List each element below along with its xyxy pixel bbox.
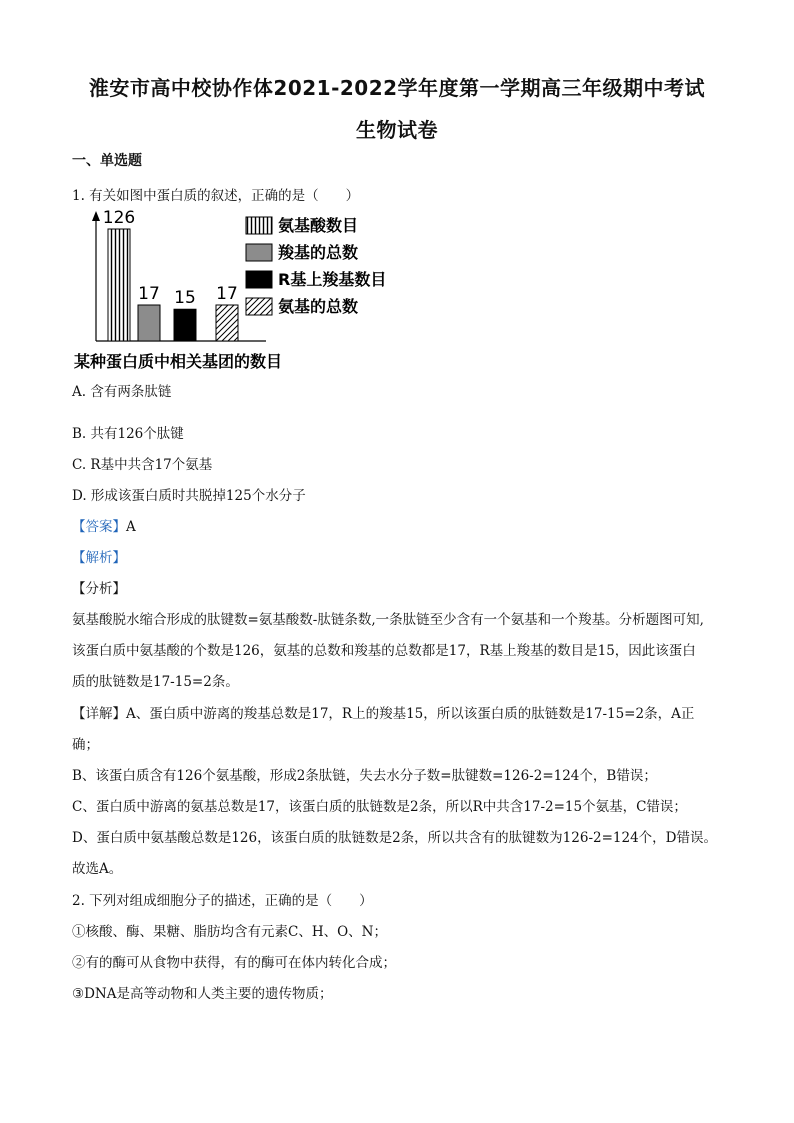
- bar-1: [108, 229, 130, 341]
- bar-label-4: 17: [216, 284, 238, 304]
- legend-swatch-3: [246, 271, 272, 288]
- question-2-stem: 2. 下列对组成细胞分子的描述，正确的是（ ）: [72, 893, 373, 909]
- bar-label-3: 15: [174, 288, 196, 309]
- section-heading: 一、单选题: [72, 153, 142, 169]
- bar-4: [216, 305, 238, 341]
- answer-tag: 【答案】: [72, 519, 126, 535]
- legend-swatch-2: [246, 244, 272, 261]
- fenxi-line-1: 氨基酸脱水缩合形成的肽键数=氨基酸数-肽链条数,一条肽链至少含有一个氨基和一个羧基。分析题图可知,: [72, 612, 704, 628]
- detail-line-3: B、该蛋白质含有126个氨基酸，形成2条肽链，失去水分子数=肽键数=126-2=124个，B错误；: [72, 768, 657, 784]
- option-a: A. 含有两条肽链: [72, 384, 172, 400]
- option-b: B. 共有126个肽键: [72, 426, 184, 442]
- protein-group-bar-chart: [70, 205, 430, 373]
- bar-3: [174, 309, 196, 341]
- detail-line-5: D、蛋白质中氨基酸总数是126，该蛋白质的肽链数是2条，所以共含有的肽键数为126-2=124个，D错误。: [72, 830, 717, 846]
- q2-item-3: ③DNA是高等动物和人类主要的遗传物质；: [72, 986, 333, 1002]
- exam-title: 淮安市高中校协作体2021-2022学年度第一学期高三年级期中考试: [88, 76, 706, 100]
- legend-label-4: 氨基的总数: [278, 297, 359, 316]
- fenxi-tag: 【分析】: [72, 581, 126, 597]
- option-d: D. 形成该蛋白质时共脱掉125个水分子: [72, 488, 306, 504]
- y-axis-arrow-icon: [92, 211, 100, 221]
- question-1-stem: 1. 有关如图中蛋白质的叙述，正确的是（ ）: [72, 188, 360, 204]
- exam-subtitle: 生物试卷: [356, 118, 438, 142]
- detail-tag: 【详解】: [72, 706, 126, 722]
- bar-label-1: 126: [102, 208, 136, 228]
- detail-text-1: A、蛋白质中游离的羧基总数是17，R上的羧基15，所以该蛋白质的肽链数是17-15=2条，A正: [126, 706, 695, 722]
- fenxi-line-2: 该蛋白质中氨基酸的个数是126，氨基的总数和羧基的总数都是17，R基上羧基的数目是15，因此该蛋白: [72, 643, 696, 659]
- q2-item-1: ①核酸、酶、果糖、脂肪均含有元素C、H、O、N；: [72, 924, 387, 940]
- detail-line-2: 确；: [72, 737, 99, 753]
- fenxi-line-3: 质的肽链数是17-15=2条。: [72, 674, 239, 690]
- detail-line-6: 故选A。: [72, 861, 123, 877]
- legend-label-2: 羧基的总数: [278, 243, 359, 262]
- detail-line-4: C、蛋白质中游离的氨基总数是17，该蛋白质的肽链数是2条，所以R中共含17-2=15个氨基，C错误；: [72, 799, 687, 815]
- answer-line: [72, 515, 136, 535]
- bar-label-2: 17: [138, 284, 160, 304]
- legend-swatch-1: [246, 217, 272, 234]
- detail-line-1: [72, 702, 694, 722]
- legend-swatch-4: [246, 298, 272, 315]
- q2-item-2: ②有的酶可从食物中获得，有的酶可在体内转化合成；: [72, 955, 396, 971]
- chart-title: 某种蛋白质中相关基团的数目: [74, 352, 283, 371]
- analysis-tag: 【解析】: [72, 550, 126, 566]
- legend-label-3: R基上羧基数目: [278, 270, 387, 289]
- answer-value: A: [126, 519, 136, 535]
- bar-2: [138, 305, 160, 341]
- option-c: C. R基中共含17个氨基: [72, 457, 213, 473]
- legend-label-1: 氨基酸数目: [278, 216, 359, 235]
